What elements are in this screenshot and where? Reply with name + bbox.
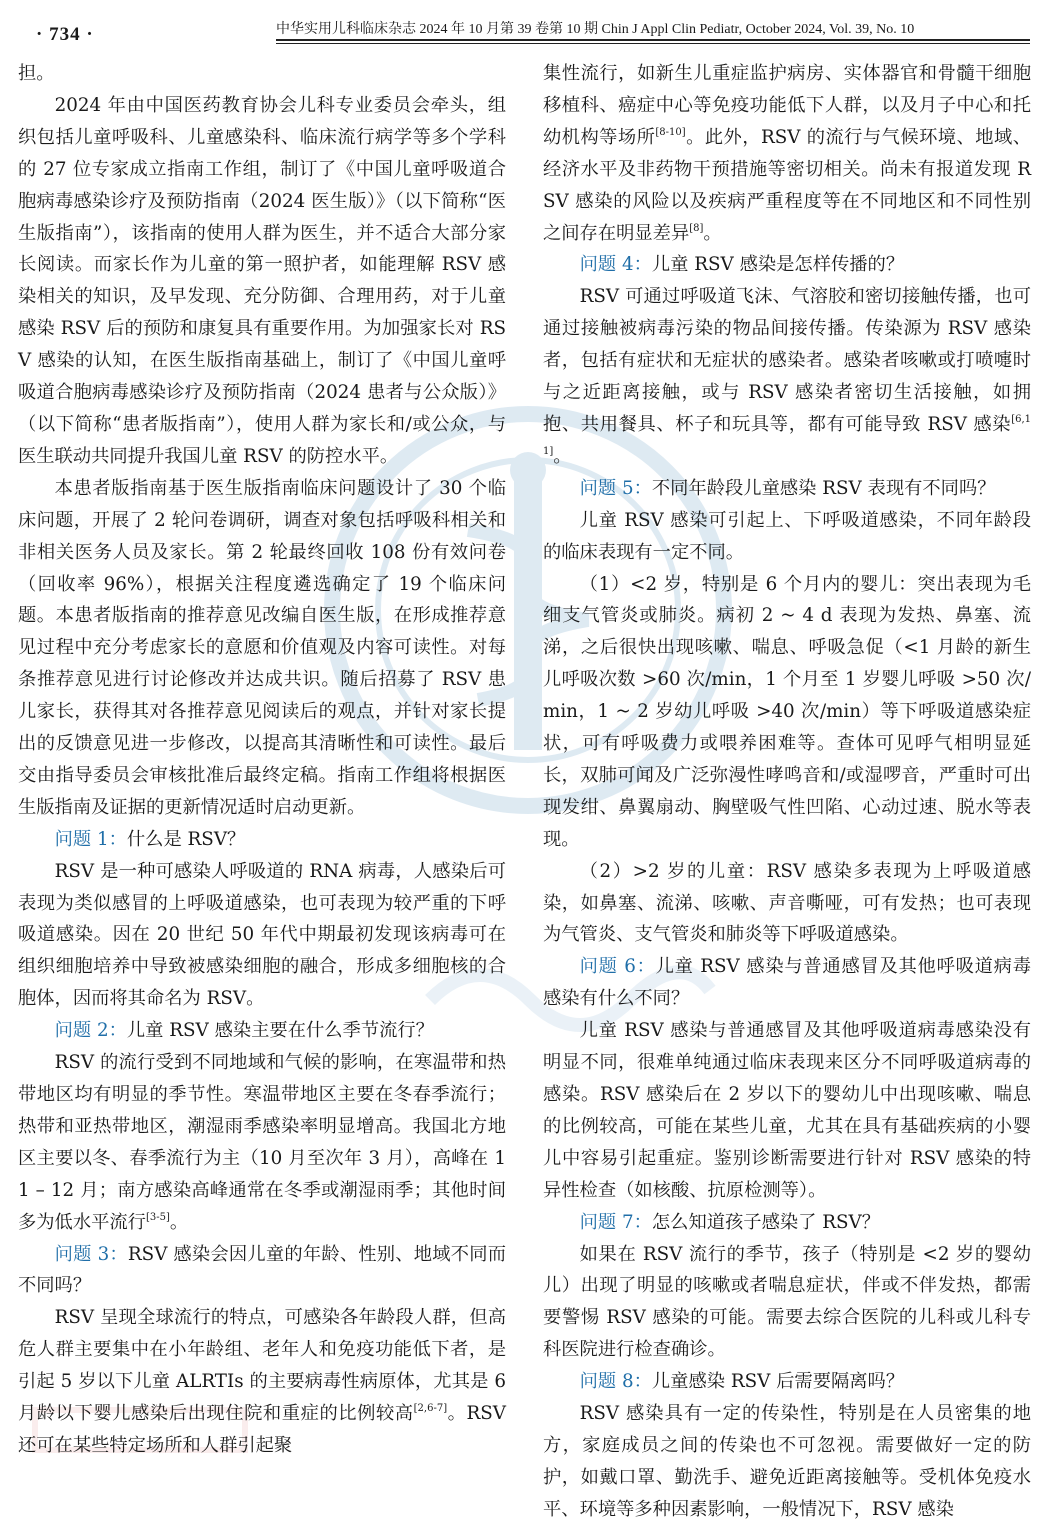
paragraph-text: RSV 呈现全球流行的特点，可感染各年龄段人群，但高危人群主要集中在小年龄组、老年人和免疫功能低下者，是引起 5 岁以下儿童 ALRTIs 的主要病毒性病原体，尤其是 6 月龄以下婴儿感染后出现住院和重症的比例较高: [18, 1307, 506, 1425]
question-label: 问题 2：: [54, 1020, 127, 1042]
citation: [3-5]: [145, 1211, 170, 1223]
journal-citation-line: 中华实用儿科临床杂志 2024 年 10 月第 39 卷第 10 期 Chin J Appl Clin Pediatr, October 2024, Vol. 39, No. 10: [276, 22, 915, 37]
paragraph-tail: 。: [703, 222, 722, 244]
paragraph: （2）>2 岁的儿童：RSV 感染多表现为上呼吸道感染，如鼻塞、流涕、咳嗽、声音嘶哑，可有发热；也可表现为气管炎、支气管炎和肺炎等下呼吸道感染。: [543, 860, 1031, 946]
paragraph-text: RSV 的流行受到不同地域和气候的影响，在寒温带和热带地区均有明显的季节性。寒温带地区主要在冬春季流行；热带和亚热带地区，潮湿雨季感染率明显增高。我国北方地区主要以冬、春季流行为主（10 月至次年 3 月），高峰在 11 – 12 月；南方感染高峰通常在冬季或潮湿雨季；其他时间多为低水平流行: [18, 1052, 506, 1233]
question-label: 问题 5：: [579, 477, 652, 499]
question-heading: [543, 1366, 1031, 1398]
question-label: 问题 7：: [579, 1211, 652, 1233]
paragraph: 儿童 RSV 感染与普通感冒及其他呼吸道病毒感染没有明显不同，很难单纯通过临床表现来区分不同呼吸道病毒的感染。RSV 感染后在 2 岁以下的婴幼儿中出现咳嗽、喘息的比例较高，可能在某些儿童，尤其在具有基础疾病的小婴儿中容易引起重症。鉴别诊断需要进行针对 RSV 感染的特异性检查（如核酸、抗原检测等）。: [543, 1020, 1031, 1201]
citation: [6,11]: [543, 413, 1031, 457]
paragraph: [18, 1302, 506, 1462]
paragraph-tail: 。此外，RSV 的流行与气候环境、地域、经济水平及非药物干预措施等密切相关。尚未有报道发现 RSV 感染的风险以及疾病严重程度等在不同地区和不同性别之间存在明显差异: [543, 126, 1031, 244]
question-text: 儿童感染 RSV 后需要隔离吗？: [651, 1371, 905, 1393]
question-heading: [18, 1239, 506, 1303]
question-text: 儿童 RSV 感染与普通感冒及其他呼吸道病毒感染有什么不同？: [543, 956, 1031, 1010]
paragraph-tail: 。: [169, 1211, 189, 1233]
question-label: 问题 4：: [579, 254, 652, 276]
question-heading: [543, 249, 1031, 281]
citation: [8-10]: [655, 126, 686, 138]
citation: [2,6-7]: [413, 1403, 448, 1415]
paragraph-tail: 。RSV 还可在某些特定场所和人群引起聚: [18, 1403, 506, 1456]
question-heading: [18, 1015, 506, 1047]
question-text: RSV 感染会因儿童的年龄、性别、地域不同而不同吗？: [18, 1243, 506, 1297]
question-heading: [543, 1207, 1031, 1239]
paragraph: RSV 是一种可感染人呼吸道的 RNA 病毒，人感染后可表现为类似感冒的上呼吸道感染，也可表现为较严重的下呼吸道感染。因在 20 世纪 50 年代中期最初发现该病毒可在组织细胞培养中导致被感染细胞的融合，形成多细胞核的合胞体，因而将其命名为 RSV。: [18, 860, 506, 1010]
header-rule-thin: [276, 43, 1030, 44]
question-label: 问题 3：: [54, 1243, 128, 1265]
question-text: 儿童 RSV 感染是怎样传播的？: [651, 254, 905, 276]
paragraph: 如果在 RSV 流行的季节，孩子（特别是 <2 岁的婴幼儿）出现了明显的咳嗽或者喘息症状，伴或不伴发热，都需要警惕 RSV 感染的可能。需要去综合医院的儿科或儿科专科医院进行检查确诊。: [543, 1243, 1031, 1361]
question-heading: [543, 473, 1031, 505]
header-rule-thick: [276, 39, 1030, 41]
question-text: 什么是 RSV？: [126, 828, 246, 850]
running-header: [0, 0, 1048, 56]
left-column: [18, 58, 506, 1462]
paragraph: [543, 281, 1031, 472]
question-label: 问题 1：: [54, 828, 127, 850]
question-text: 怎么知道孩子感染了 RSV？: [651, 1211, 881, 1233]
paragraph: 2024 年由中国医药教育协会儿科专业委员会牵头，组织包括儿童呼吸科、儿童感染科、临床流行病学等多个学科的 27 位专家成立指南工作组，制订了《中国儿童呼吸道合胞病毒感染诊疗及预防指南（2024 医生版）》（以下简称“医生版指南”），该指南的使用人群为医生，并不适合大部分家长阅读。而家长作为儿童的第一照护者，如能理解 RSV 感染相关的知识，及早发现、充分防御、合理用药，对于儿童感染 RSV 后的预防和康复具有重要作用。为加强家长对 RSV 感染的认知，在医生版指南基础上，制订了《中国儿童呼吸道合胞病毒感染诊疗及预防指南（2024 患者与公众版）》（以下简称“患者版指南”），使用人群为家长和/或公众，与医生联动共同提升我国儿童 RSV 的防控水平。: [18, 94, 506, 467]
question-text: 不同年龄段儿童感染 RSV 表现有不同吗？: [651, 477, 996, 499]
paragraph-text: RSV 可通过呼吸道飞沫、气溶胶和密切接触传播，也可通过接触被病毒污染的物品间接传播。传染源为 RSV 感染者，包括有症状和无症状的感染者。感染者咳嗽或打喷嚏时与之近距离接触，或与 RSV 感染者密切生活接触，如拥抱、共用餐具、杯子和玩具等，都有可能导致 RSV 感染: [543, 286, 1031, 435]
paragraph-text: 集性流行，如新生儿重症监护病房、实体器官和骨髓干细胞移植科、癌症中心等免疫功能低下人群，以及月子中心和托幼机构等场所: [543, 63, 1031, 148]
question-heading: [543, 951, 1031, 1015]
paragraph: 儿童 RSV 感染可引起上、下呼吸道感染，不同年龄段的临床表现有一定不同。: [543, 509, 1031, 563]
question-heading: [18, 824, 506, 856]
paragraph: （1）<2 岁，特别是 6 个月内的婴儿：突出表现为毛细支气管炎或肺炎。病初 2 ~ 4 d 表现为发热、鼻塞、流涕，之后很快出现咳嗽、喘息、呼吸急促（<1 月龄的新生儿呼吸次数 >60 次/min，1 个月至 1 岁婴儿呼吸 >50 次/min，1 ~ 2 岁幼儿呼吸 >40 次/min）等下呼吸道感染症状，可有呼吸费力或喂养困难等。查体可见呼气相明显延长，双肺可闻及广泛弥漫性哮鸣音和/或湿啰音，严重时可出现发绀、鼻翼扇动、胸壁吸气性凹陷、心动过速、脱水等表现。: [543, 573, 1031, 850]
right-column: [543, 58, 1031, 1526]
citation: [8]: [689, 222, 704, 234]
question-text: 儿童 RSV 感染主要在什么季节流行？: [126, 1020, 434, 1042]
question-label: 问题 8：: [579, 1371, 652, 1393]
question-label: 问题 6：: [579, 956, 656, 978]
paragraph-tail: 。: [553, 445, 572, 467]
paragraph: 本患者版指南基于医生版指南临床问题设计了 30 个临床问题，开展了 2 轮问卷调研，调查对象包括呼吸科相关和非相关医务人员及家长。第 2 轮最终回收 108 份有效问卷（回收率 96%），根据关注程度遴选确定了 19 个临床问题。本患者版指南的推荐意见改编自医生版，在形成推荐意见过程中充分考虑家长的意愿和价值观及内容可读性。对每条推荐意见进行讨论修改并达成共识。随后招募了 RSV 患儿家长，获得其对各推荐意见阅读后的观点，并针对家长提出的反馈意见进一步修改，以提高其清晰性和可读性。最后交由指导委员会审核批准后最终定稿。指南工作组将根据医生版指南及证据的更新情况适时启动更新。: [18, 477, 506, 818]
paragraph: 担。: [18, 63, 55, 84]
paragraph: [543, 58, 1031, 249]
page-number: · 734 ·: [36, 24, 94, 45]
paragraph: [18, 1047, 506, 1238]
paragraph: RSV 感染具有一定的传染性，特别是在人员密集的地方，家庭成员之间的传染也不可忽视。需要做好一定的防护，如戴口罩、勤洗手、避免近距离接触等。受机体免疫水平、环境等多种因素影响，一般情况下，RSV 感染: [543, 1403, 1031, 1520]
